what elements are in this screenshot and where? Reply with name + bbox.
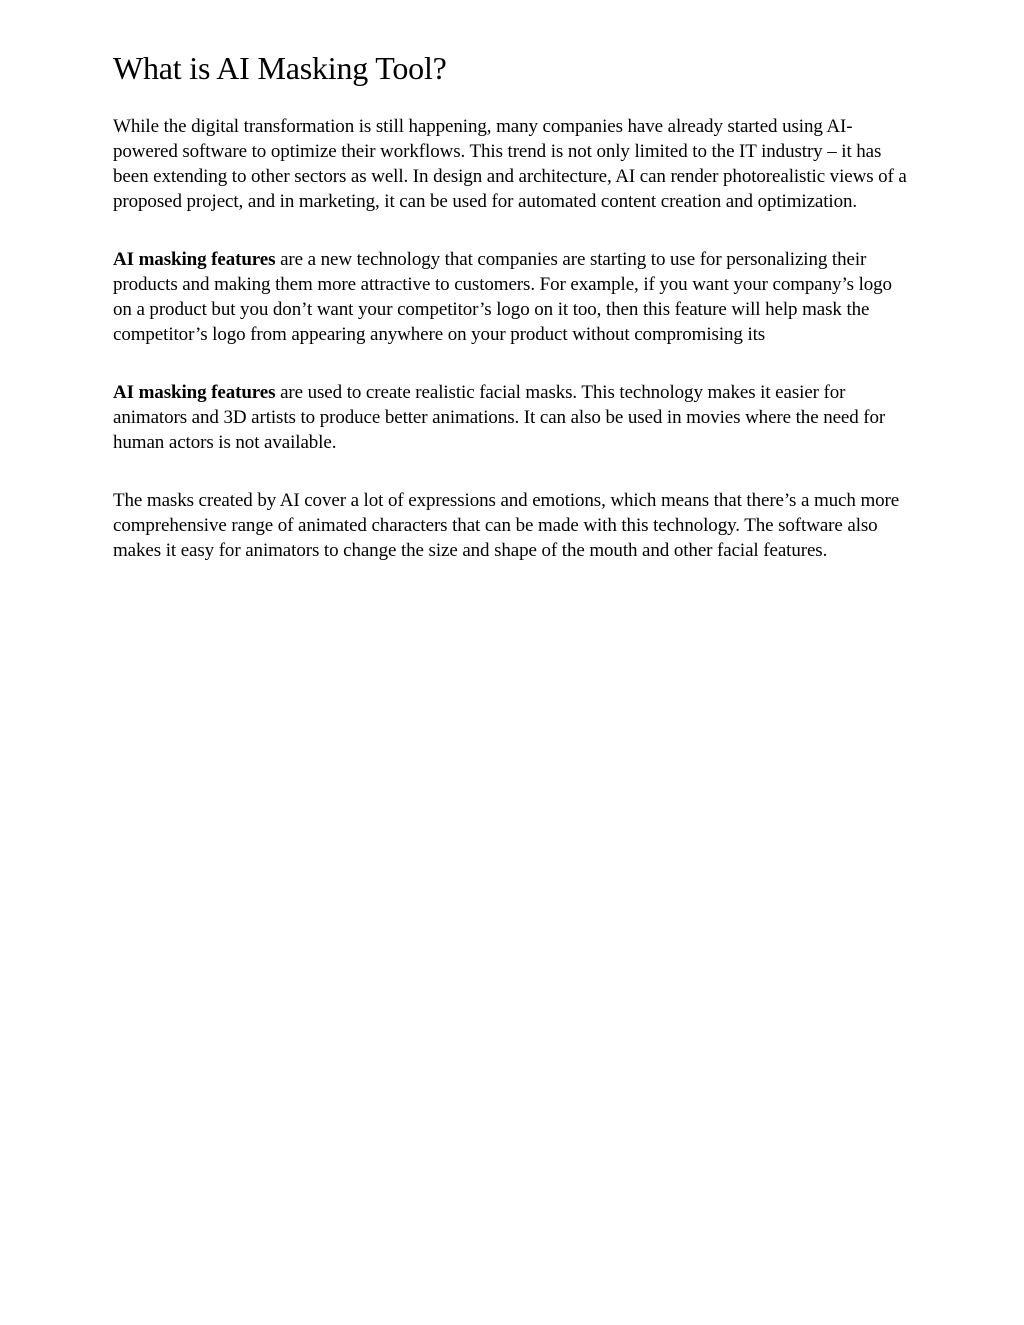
paragraph-text: While the digital transformation is still happening, many companies have already started using AI-powered software to optimize their workflows. This trend is not only limited to the IT industry – it has been extending to other sectors as well. In design and architecture, AI can render photorealistic views of a proposed project, and in marketing, it can be used for automated content creation and optimization. — [113, 116, 907, 212]
paragraph-intro — [113, 114, 913, 214]
paragraph-text: are used to create realistic facial masks. This technology makes it easier for animators and 3D artists to produce better animations. It can also be used in movies where the need for human actors is not available. — [113, 382, 886, 453]
paragraph-bold-lead: AI masking features — [113, 382, 276, 403]
paragraph-expressions — [113, 488, 913, 563]
paragraph-facial-masks — [113, 380, 913, 455]
paragraph-text: The masks created by AI cover a lot of expressions and emotions, which means that there’s a much more comprehensive range of animated characters that can be made with this technology. The software also makes it easy for animators to change the size and shape of the mouth and other facial features. — [113, 490, 900, 561]
paragraph-bold-lead: AI masking features — [113, 249, 276, 270]
page-title: What is AI Masking Tool? — [113, 50, 447, 86]
paragraph-personalization — [113, 247, 913, 347]
document-page — [113, 46, 913, 596]
paragraph-text: are a new technology that companies are starting to use for personalizing their products and making them more attractive to customers. For example, if you want your company’s logo on a product but you don’t want your competitor’s logo on it too, then this feature will help mask the competitor’s logo from appearing anywhere on your product without compromising its — [113, 249, 892, 345]
